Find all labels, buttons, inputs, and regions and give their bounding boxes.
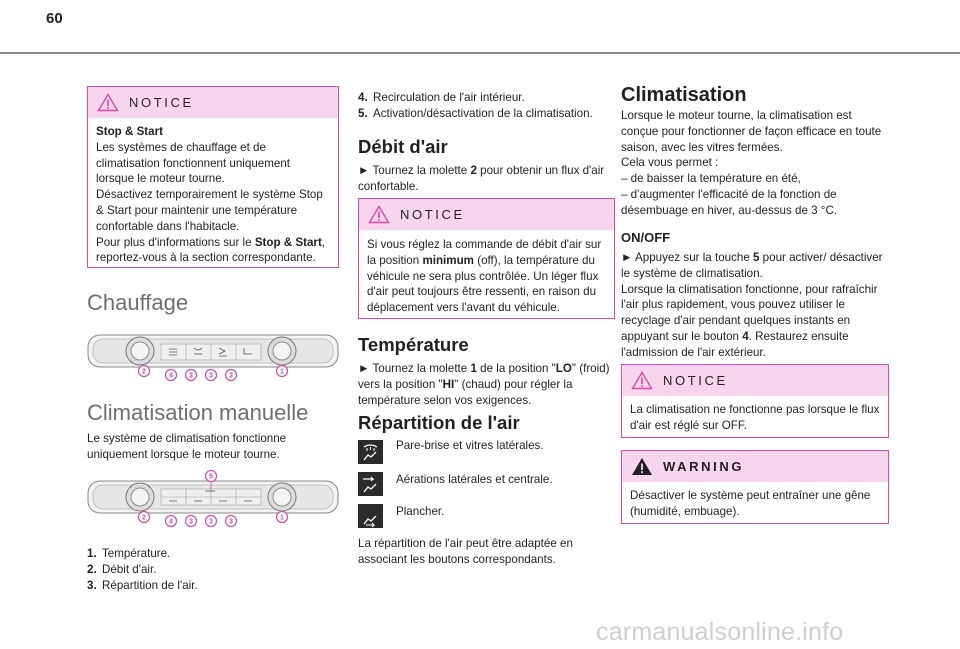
- repartition-text: La répartition de l'air peut être adaptée en associant les boutons correspondants.: [358, 537, 573, 566]
- list-item: [358, 440, 615, 466]
- legend-list-cont: [358, 90, 593, 122]
- watermark: carmanualsonline.info: [596, 618, 844, 646]
- callout-3: 3: [209, 518, 213, 526]
- list-item: [358, 472, 615, 498]
- notice-debit: [358, 198, 615, 319]
- list-item: 2. Débit d'air.: [87, 562, 157, 576]
- callout-3: 3: [189, 372, 193, 380]
- face-vents-icon: [358, 472, 383, 496]
- callout-3: 3: [209, 372, 213, 380]
- notice-text: Si vous réglez la commande de débit d'air sur la position minimum (off), la température du véhicule ne sera plus contrôlée. Un léger flux d'air peut toujours être ressenti, en raison du déplacement vers l'avant du véhicule.: [367, 238, 602, 315]
- list-item: 3. Répartition de l'air.: [87, 578, 198, 592]
- header-rule: [0, 52, 960, 54]
- control-panel-image-2: [87, 470, 339, 528]
- caution-triangle-icon: [97, 93, 119, 112]
- windscreen-defrost-icon: [358, 440, 383, 464]
- callout-4: 4: [169, 518, 173, 526]
- warning-box: [621, 450, 889, 524]
- callout-1: 1: [280, 368, 284, 376]
- legend-list: [87, 546, 198, 593]
- manuelle-text: Le système de climatisation fonctionne uniquement lorsque le moteur tourne.: [87, 432, 287, 461]
- footwell-icon: [358, 504, 383, 528]
- notice-title: NOTICE: [400, 207, 465, 222]
- climatisation-title: Climatisation: [621, 84, 747, 106]
- notice-text-2: Désactivez temporairement le système Stop & Start pour maintenir une température confortable dans l'habitacle.: [96, 188, 323, 233]
- caution-triangle-icon: [631, 371, 653, 390]
- manuelle-title: Climatisation manuelle: [87, 400, 309, 425]
- debit-title: Débit d'air: [358, 136, 448, 157]
- callout-1: 1: [280, 514, 284, 522]
- callout-3: 3: [229, 518, 233, 526]
- callout-3: 3: [189, 518, 193, 526]
- chauffage-title: Chauffage: [87, 290, 189, 315]
- temperature-text: ► Tournez la molette 1 de la position "LO" (froid) vers la position "HI" (chaud) pour régler la température selon vos exigences.: [358, 362, 610, 407]
- notice-clim: [621, 364, 889, 438]
- rep-label: Aérations latérales et centrale.: [396, 473, 553, 486]
- notice-text: La climatisation ne fonctionne pas lorsque le flux d'air est réglé sur OFF.: [630, 403, 880, 432]
- rep-label: Plancher.: [396, 505, 445, 518]
- caution-triangle-icon: [368, 205, 390, 224]
- callout-3: 3: [229, 372, 233, 380]
- warning-triangle-icon: [631, 457, 653, 476]
- callout-2: 2: [142, 368, 146, 376]
- page-number: 60: [46, 10, 63, 27]
- control-panel-image-1: [87, 330, 339, 382]
- temperature-title: Température: [358, 334, 469, 355]
- notice-text-3: Pour plus d'informations sur le Stop & Start, reportez-vous à la section correspondante.: [96, 235, 326, 265]
- notice-title: NOTICE: [129, 95, 194, 110]
- list-item: 4. Recirculation de l'air intérieur.: [358, 91, 525, 104]
- onoff-body: ► Appuyez sur la touche 5 pour activer/ désactiver le système de climatisation. Lorsque la climatisation fonctionne, pour rafraîchir l'air plus rapidement, vous pouvez utiliser le recyclage d'air pendant quelques instants en appuyant sur le bouton 4. Restaurez ensuite l'admission de l'air extérieur.: [621, 251, 883, 359]
- notice-heading: Stop & Start: [96, 125, 163, 138]
- notice-stop-start: [87, 86, 339, 268]
- callout-2: 2: [142, 514, 146, 522]
- rep-label: Pare-brise et vitres latérales.: [396, 439, 544, 452]
- debit-text: ► Tournez la molette 2 pour obtenir un flux d'air confortable.: [358, 164, 605, 193]
- warning-text: Désactiver le système peut entraîner une gêne (humidité, embuage).: [630, 489, 871, 518]
- list-item: 5. Activation/désactivation de la climatisation.: [358, 106, 593, 120]
- notice-header: [88, 87, 338, 118]
- warning-title: WARNING: [663, 459, 745, 474]
- callout-5: 5: [209, 473, 213, 481]
- callout-4: 4: [169, 372, 173, 380]
- notice-title: NOTICE: [663, 373, 728, 388]
- notice-text-1: Les systèmes de chauffage et de climatisation fonctionnent uniquement lorsque le moteur tourne.: [96, 140, 290, 186]
- list-item: [358, 504, 615, 530]
- repartition-title: Répartition de l'air: [358, 412, 520, 433]
- climatisation-body: Lorsque le moteur tourne, la climatisation est conçue pour fonctionner de façon efficace en toute saison, avec les vitres fermées. Cela vous permet : – de baisser la température en été, – d'augmenter l'efficacité de la fonction de désembuage en hiver, au-dessus de 3 °C.: [621, 109, 882, 217]
- list-item: 1. Température.: [87, 547, 171, 560]
- onoff-title: ON/OFF: [621, 230, 671, 245]
